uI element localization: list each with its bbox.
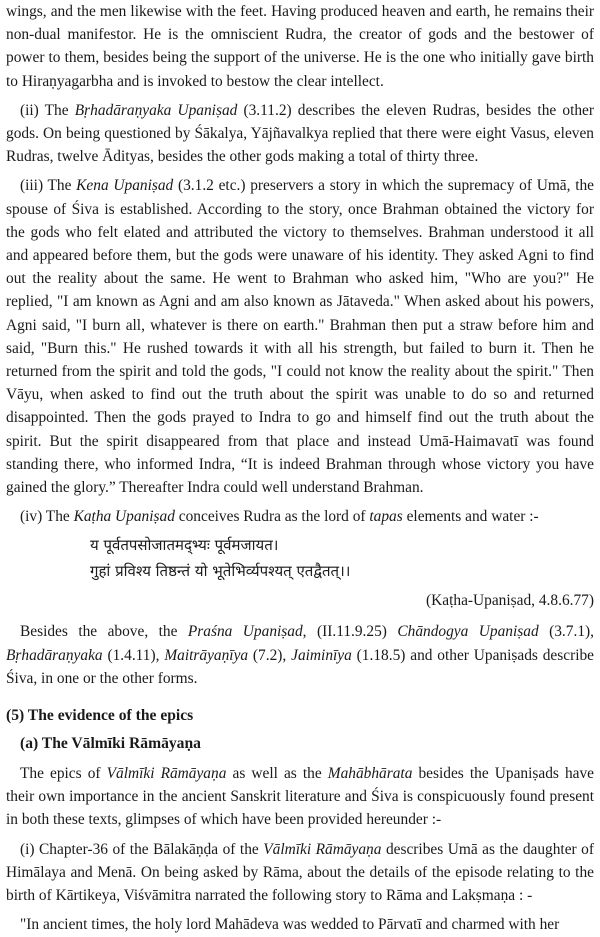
text-span: as well as the (226, 765, 328, 783)
text-span: (ii) The (20, 101, 75, 119)
title-span: Kena Upaniṣad (76, 177, 174, 195)
title-span: Kaṭha Upaniṣad (73, 508, 175, 526)
text-span: (i) Chapter-36 of the Bālakāṇḍa of the (20, 840, 264, 858)
paragraph-katha (6, 505, 594, 528)
verse-citation: (Kaṭha-Upaniṣad, 4.8.6.77) (426, 592, 594, 610)
text-span: elements and water :- (402, 508, 539, 526)
text-span: The epics of (20, 765, 107, 783)
paragraph-continuation: wings, and the men likewise with the feet. Having produced heaven and earth, he remains their non-dual manifestor. He is the omniscient Rudra, the creator of gods and the bestower of power to them, besides being the support of the universe. He is the one who initially gave birth to Hiraṇyagarbha and is invoked to bestow the clear intellect. (6, 3, 594, 90)
title-span: Chāndogya Upaniṣad (397, 623, 539, 641)
sanskrit-verse-line-1: य पूर्वतपसोजातमद्भ्यः पूर्वमजायत। (90, 536, 279, 555)
text-span: (3.1.2 etc.) preservers a story in which the supremacy of Umā, the spouse of Śiva is established. According to the story, once Brahman obtained the victory for the gods who felt elated and attributed the victory to themselves. Brahman understood it all and appeared before them, but the gods were unaware of his identity. They asked Agni to find out the reality about the same. He went to Brahman who asked him, "Who are you?" He replied, "I am known as Agni and am also known as Jātaveda." When asked about his powers, Agni said, "I burn all, whatever is there on earth." Brahman then put a straw before him and said, "Burn this." He rushed towards it with all his strength, but failed to burn it. Then he returned from the spirit and told the gods, "I could not know the reality about the spirit." Then Vāyu, when asked to find out the truth about the spirit was unable to do so and returned disappointed. Then the gods prayed to Indra to go and himself find out the truth about the spirit. But the spirit disappeared from that place and instead Umā-Haimavatī was found standing there, who informed Indra, “It is indeed Brahman through whose victory you have gained the glory.” Thereafter Indra could well understand Brahman. (6, 177, 594, 497)
title-span: Maitrāyaṇīya (164, 646, 249, 664)
text-span: besides the Upaniṣads have their own importance in the ancient Sanskrit literature and Śiva is conspicuously found present in both these texts, glimpses of which have been provided hereunder :- (6, 765, 595, 829)
text-span: (3.7.1), (538, 623, 594, 641)
paragraph-brhadaranyaka (6, 99, 594, 169)
section-heading: (5) The evidence of the epics (6, 707, 194, 725)
title-span: Bṛhadāraṇyaka (6, 646, 103, 664)
paragraph-epics (6, 762, 594, 832)
paragraph-quote-start: "In ancient times, the holy lord Mahādeva was wedded to Pārvatī and charmed with her (20, 916, 560, 934)
subsection-heading: (a) The Vālmīki Rāmāyaṇa (20, 735, 201, 753)
text-span: (1.18.5) and other Upaniṣads describe Śiva, in one or the other forms. (6, 646, 595, 687)
text-span: (iv) The (20, 508, 74, 526)
title-span: Bṛhadāraṇyaka Upaniṣad (74, 101, 238, 119)
text-span: , (II.11.9.25) (302, 623, 398, 641)
text-span: (1.4.11), (102, 646, 165, 664)
text-span: Besides the above, the (20, 623, 188, 641)
paragraph-other-upanisads (6, 620, 594, 690)
title-span: Praśna Upaniṣad (187, 623, 303, 641)
sanskrit-verse-line-2: गुहां प्रविश्य तिष्ठन्तं यो भूतेभिर्व्यपश्यत् एतद्वैतत्।। (90, 562, 351, 581)
title-span: Vālmīki Rāmāyaṇa (106, 765, 227, 783)
text-span: (iii) The (20, 177, 77, 195)
paragraph-kena (6, 174, 594, 499)
text-span: describes Umā as the daughter of Himālaya and Menā. On being asked by Rāma, about the details of the episode relating to the birth of Kārtikeya, Viśvāmitra narrated the following story to Rāma and Lakṣmaṇa : - (6, 840, 594, 905)
title-span: Vālmīki Rāmāyaṇa (263, 840, 382, 858)
text-span: (7.2), (248, 646, 292, 664)
title-span: Mahābhārata (327, 765, 413, 783)
paragraph-balakanda (6, 838, 594, 908)
text-span: (3.11.2) describes the eleven Rudras, besides the other gods. On being questioned by Śākalya, Yājñavalkya replied that there were eight Vasus, eleven Rudras, twelve Ādityas, besides the other gods making a total of thirty three. (6, 101, 594, 166)
term-span: tapas (369, 508, 403, 526)
text-span: conceives Rudra as the lord of (174, 508, 370, 526)
title-span: Jaiminīya (291, 646, 352, 664)
